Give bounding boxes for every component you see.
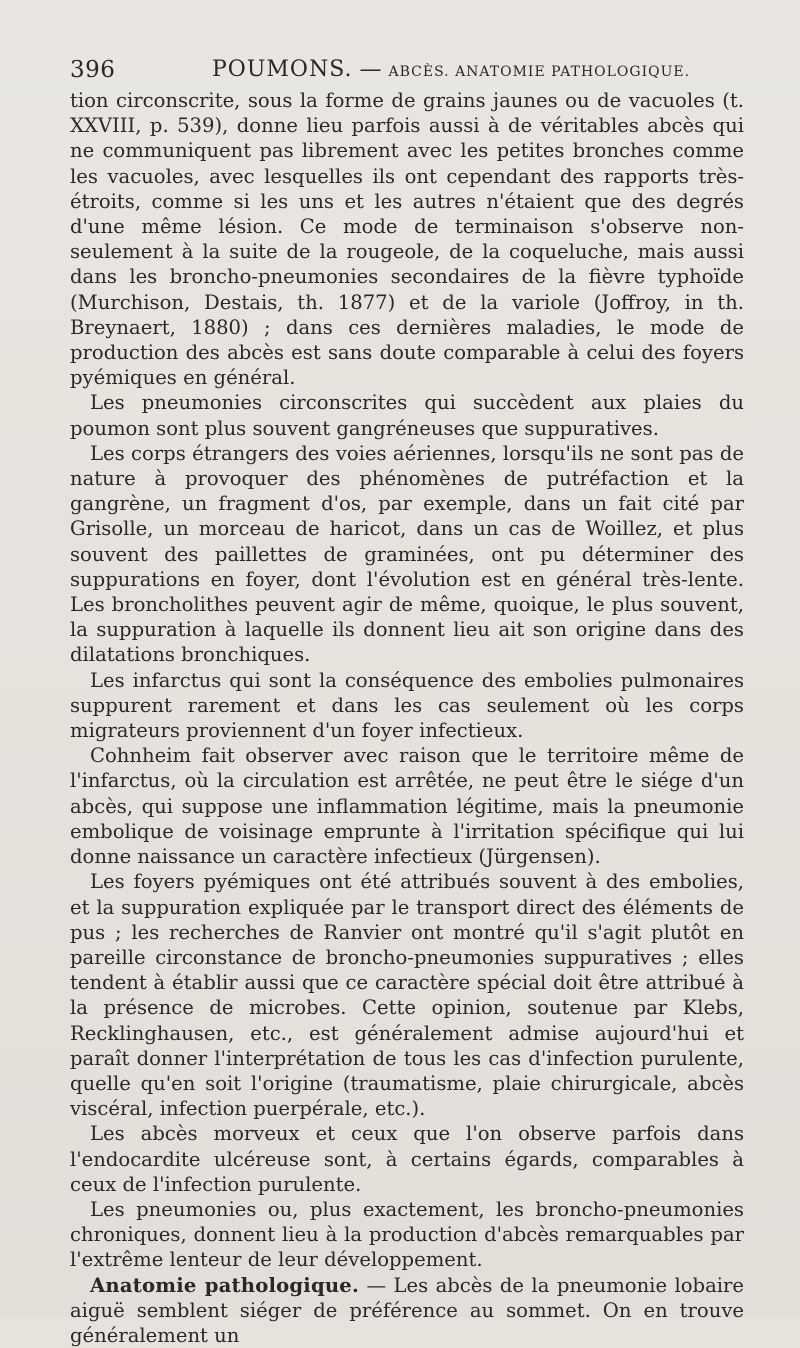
paragraph-continued: tion circonscrite, sous la forme de grains jaunes ou de vacuoles (t. XXVIII, p. 539), donne lieu parfois aussi à de véritables abcès qui ne communiquent pas librement avec les petites bronches comme les vacuoles, avec lesquelles ils ont cependant des rapports très-étroits, comme si les uns et les autres n'étaient que des degrés d'une même lésion. Ce mode de terminaison s'observe non-seulement à la suite de la rougeole, de la coqueluche, mais aussi dans les broncho-pneumonies secondaires de la fièvre typhoïde (Murchison, Destais, th. 1877) et de la variole (Joffroy, in th. Breynaert, 1880) ; dans ces dernières maladies, le mode de production des abcès est sans doute comparable à celui des foyers pyémiques en général. [70, 89, 744, 390]
body-text [70, 88, 744, 1348]
page-number: 396 [70, 57, 116, 83]
paragraph: Les corps étrangers des voies aériennes, lorsqu'ils ne sont pas de nature à provoquer des phénomènes de putréfaction et la gangrène, un fragment d'os, par exemple, dans un fait cité par Grisolle, un morceau de haricot, dans un cas de Woillez, et plus souvent des paillettes de graminées, ont pu déterminer des suppurations en foyer, dont l'évolution est en général très-lente. Les broncholithes peuvent agir de même, quoique, le plus souvent, la suppuration à laquelle ils donnent lieu ait son origine dans des dilatations bronchiques. [70, 441, 744, 667]
paragraph: Les infarctus qui sont la conséquence des embolies pulmonaires suppurent rarement et dans les cas seulement où les corps migrateurs proviennent d'un foyer infectieux. [70, 668, 744, 743]
section-text: — Les abcès de la pneumonie lobaire aiguë semblent siéger de préférence au sommet. On en trouve généralement un [70, 1273, 745, 1347]
page-header [70, 0, 744, 88]
paragraph: Les foyers pyémiques ont été attribués souvent à des embolies, et la suppuration expliquée par le transport direct des éléments de pus ; les recherches de Ranvier ont montré qu'il s'agit plutôt en pareille circonstance de broncho-pneumonies suppuratives ; elles tendent à établir aussi que ce caractère spécial doit être attribué à la présence de microbes. Cette opinion, soutenue par Klebs, Recklinghausen, etc., est généralement admise aujourd'hui et paraît donner l'interprétation de tous les cas d'infection purulente, quelle qu'en soit l'origine (traumatisme, plaie chirurgicale, abcès viscéral, infection puerpérale, etc.). [70, 870, 744, 1121]
section-paragraph [70, 1273, 744, 1348]
paragraph: Les pneumonies ou, plus exactement, les broncho-pneumonies chroniques, donnent lieu à la production d'abcès remarquables par l'extrême lenteur de leur développement. [70, 1197, 744, 1272]
running-section: ABCÈS. ANATOMIE PATHOLOGIQUE. [388, 64, 691, 80]
running-dash: — [359, 57, 382, 82]
paragraph: Cohnheim fait observer avec raison que le territoire même de l'infarctus, où la circulation est arrêtée, ne peut être le siége d'un abcès, qui suppose une inflammation légitime, mais la pneumonie embolique de voisinage emprunte à l'irritation spécifique qui lui donne naissance un caractère infectieux (Jürgensen). [70, 744, 744, 869]
running-head [212, 57, 690, 82]
paragraph: Les abcès morveux et ceux que l'on observe parfois dans l'endocardite ulcéreuse sont, à certains égards, comparables à ceux de l'infection purulente. [70, 1122, 744, 1196]
running-title: POUMONS. [212, 57, 353, 82]
paragraph: Les pneumonies circonscrites qui succèdent aux plaies du poumon sont plus souvent gangréneuses que suppuratives. [70, 391, 744, 440]
section-heading: Anatomie pathologique. [90, 1273, 359, 1297]
